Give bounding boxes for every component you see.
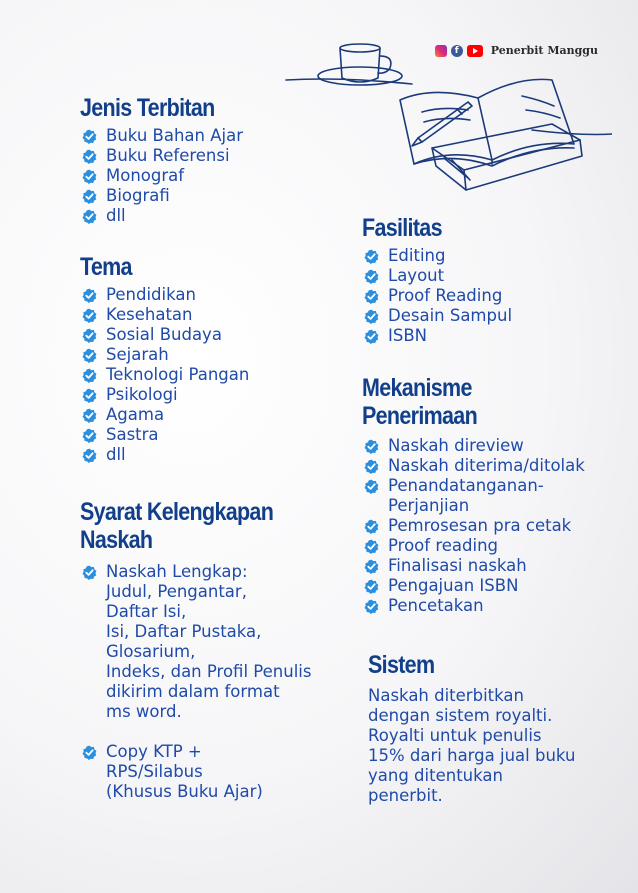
list-item-text: Proof reading	[388, 536, 498, 555]
list-item	[80, 206, 243, 226]
list-item	[80, 146, 243, 166]
section-sistem	[368, 651, 575, 806]
section-title: Fasilitas	[362, 214, 442, 242]
check-badge-icon	[82, 565, 97, 580]
check-badge-icon	[82, 408, 97, 423]
list-item-text: Pemrosesan pra cetak	[388, 516, 572, 535]
list-item	[362, 266, 512, 286]
list-item-text: Pendidikan	[106, 285, 196, 304]
section-title-line1: Mekanisme	[362, 374, 472, 402]
list-item	[362, 596, 585, 616]
check-badge-icon	[82, 189, 97, 204]
list-item-text: Naskah diterima/ditolak	[388, 456, 585, 475]
list-item-text: Finalisasi naskah	[388, 556, 527, 575]
list-item	[80, 305, 249, 325]
list-item	[362, 556, 585, 576]
check-badge-icon	[364, 329, 379, 344]
section-title: Sistem	[368, 651, 435, 679]
list-item-text: Naskah direview	[388, 436, 524, 455]
mekanisme-list	[362, 436, 585, 616]
brand-name: Penerbit Manggu	[490, 44, 598, 57]
section-jenis-terbitan	[80, 94, 243, 226]
list-item-text: Pengajuan ISBN	[388, 576, 519, 595]
check-badge-icon	[82, 388, 97, 403]
check-badge-icon	[82, 308, 97, 323]
check-badge-icon	[82, 348, 97, 363]
list-item	[80, 365, 249, 385]
list-item-text: Sejarah	[106, 345, 169, 364]
section-fasilitas	[362, 214, 512, 346]
tema-list	[80, 285, 249, 465]
list-item	[80, 562, 311, 722]
check-badge-icon	[82, 129, 97, 144]
list-item	[362, 246, 512, 266]
list-item	[80, 186, 243, 206]
list-item	[362, 516, 585, 536]
check-badge-icon	[364, 479, 379, 494]
check-badge-icon	[364, 559, 379, 574]
check-badge-icon	[82, 745, 97, 760]
check-badge-icon	[82, 328, 97, 343]
section-syarat	[80, 498, 311, 802]
list-item	[362, 476, 585, 516]
list-item	[80, 405, 249, 425]
check-badge-icon	[82, 209, 97, 224]
check-badge-icon	[364, 519, 379, 534]
book-cup-illustration	[282, 40, 612, 220]
list-item	[362, 286, 512, 306]
list-item-text: Proof Reading	[388, 286, 503, 305]
fasilitas-list	[362, 246, 512, 346]
list-item	[362, 536, 585, 556]
section-mekanisme	[362, 374, 585, 616]
list-item	[80, 742, 311, 802]
check-badge-icon	[364, 539, 379, 554]
list-item	[80, 425, 249, 445]
check-badge-icon	[82, 288, 97, 303]
check-badge-icon	[364, 249, 379, 264]
list-item-text: Penandatanganan- Perjanjian	[388, 476, 544, 515]
section-title: Jenis Terbitan	[80, 94, 215, 122]
list-item-text: Monograf	[106, 166, 185, 185]
list-item-text: Psikologi	[106, 385, 178, 404]
check-badge-icon	[364, 579, 379, 594]
list-item	[362, 436, 585, 456]
list-item-text: Layout	[388, 266, 445, 285]
facebook-icon[interactable]: f	[451, 45, 463, 57]
section-tema	[80, 253, 249, 465]
list-item-text: dll	[106, 206, 126, 225]
list-item-text: Sastra	[106, 425, 159, 444]
list-item-text: dll	[106, 445, 126, 464]
list-item	[80, 325, 249, 345]
list-item-text: Kesehatan	[106, 305, 193, 324]
check-badge-icon	[364, 289, 379, 304]
check-badge-icon	[82, 368, 97, 383]
section-title-line2: Penerimaan	[362, 402, 478, 430]
check-badge-icon	[82, 169, 97, 184]
list-item	[80, 166, 243, 186]
list-item	[80, 345, 249, 365]
check-badge-icon	[364, 309, 379, 324]
check-badge-icon	[82, 149, 97, 164]
list-item	[362, 576, 585, 596]
list-item-text: Pencetakan	[388, 596, 484, 615]
list-item-text: Teknologi Pangan	[106, 365, 250, 384]
list-item-text: ISBN	[388, 326, 428, 345]
check-badge-icon	[364, 459, 379, 474]
list-item-text: Desain Sampul	[388, 306, 513, 325]
list-item	[80, 285, 249, 305]
check-badge-icon	[364, 439, 379, 454]
list-item	[362, 306, 512, 326]
check-badge-icon	[364, 269, 379, 284]
section-title: Tema	[80, 253, 132, 281]
syarat-list	[80, 562, 311, 802]
list-item	[80, 385, 249, 405]
list-item	[80, 126, 243, 146]
jenis-list	[80, 126, 243, 226]
check-badge-icon	[364, 599, 379, 614]
list-item	[362, 456, 585, 476]
check-badge-icon	[82, 428, 97, 443]
list-item-text: Agama	[106, 405, 165, 424]
list-item-text: Copy KTP + RPS/Silabus (Khusus Buku Ajar)	[106, 742, 263, 801]
list-item-text: Biografi	[106, 186, 170, 205]
list-item	[362, 326, 512, 346]
list-item	[80, 445, 249, 465]
section-title-line1: Syarat Kelengkapan	[80, 498, 274, 526]
list-item-text: Editing	[388, 246, 446, 265]
check-badge-icon	[82, 448, 97, 463]
list-item-text: Buku Referensi	[106, 146, 230, 165]
list-item-text: Buku Bahan Ajar	[106, 126, 243, 145]
sistem-body: Naskah diterbitkan dengan sistem royalti. Royalti untuk penulis 15% dari harga jual buku yang ditentukan penerbit.	[368, 686, 576, 805]
section-title-line2: Naskah	[80, 526, 153, 554]
list-item-text: Sosial Budaya	[106, 325, 222, 344]
list-item-text: Naskah Lengkap: Judul, Pengantar, Daftar Isi, Isi, Daftar Pustaka, Glosarium, Indeks, dan Profil Penulis dikirim dalam format ms word.	[106, 562, 312, 721]
